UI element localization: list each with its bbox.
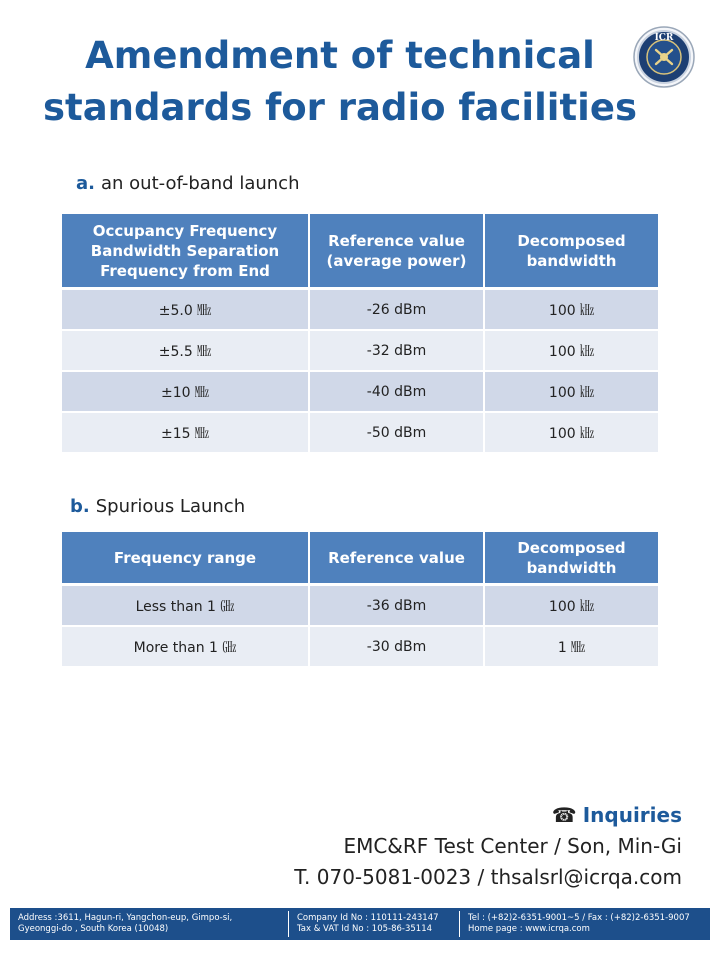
column-header: Occupancy Frequency Bandwidth Separation Frequency from End [61, 214, 309, 289]
title-line-2: standards for radio facilities [43, 86, 637, 129]
column-header: Frequency range [61, 532, 309, 585]
inquiries-title: Inquiries [582, 803, 682, 827]
section-a-letter: a. [76, 173, 95, 194]
table-cell: 100 ㎑ [484, 412, 659, 453]
column-header: Decomposed bandwidth [484, 532, 659, 585]
column-header: Reference value (average power) [309, 214, 484, 289]
table-row [61, 412, 659, 453]
table-cell: 100 ㎑ [484, 371, 659, 412]
table-cell: 1 ㎒ [484, 626, 659, 667]
table-cell: ±5.5 ㎒ [61, 330, 309, 371]
footer-company-id: Company Id No : 110111-243147 [297, 913, 439, 923]
contact-name: EMC&RF Test Center / Son, Min-Gi [343, 834, 682, 858]
table-row [61, 626, 659, 667]
table-cell: 100 ㎑ [484, 585, 659, 627]
section-a-label [76, 173, 299, 194]
icr-logo [631, 26, 697, 88]
footer-company-ids [288, 911, 459, 937]
title-line-1: Amendment of technical [85, 34, 595, 77]
inquiries-block [294, 800, 682, 893]
table-row [61, 585, 659, 627]
table-cell: 100 ㎑ [484, 330, 659, 371]
section-b-label [70, 496, 245, 517]
section-a-text: an out-of-band launch [100, 173, 300, 194]
table-row [61, 371, 659, 412]
table-cell: -50 dBm [309, 412, 484, 453]
footer-tel-fax: Tel : (+82)2-6351-9001~5 / Fax : (+82)2-6351-9007 [468, 913, 690, 923]
table-cell: -40 dBm [309, 371, 484, 412]
table-row [61, 330, 659, 371]
table-cell: ±15 ㎒ [61, 412, 309, 453]
footer-tax-id: Tax & VAT Id No : 105-86-35114 [297, 924, 433, 934]
section-b-text: Spurious Launch [95, 496, 246, 517]
footer-address-line-2: Gyeonggi-do , South Korea (10048) [18, 924, 169, 934]
spurious-table [60, 532, 660, 668]
contact-phone-email[interactable]: T. 070-5081-0023 / thsalsrl@icrqa.com [294, 865, 682, 889]
page-title [40, 30, 640, 134]
table-cell: -36 dBm [309, 585, 484, 627]
column-header: Reference value [309, 532, 484, 585]
table-cell: -30 dBm [309, 626, 484, 667]
table-header-row [61, 214, 659, 289]
table-cell: ±10 ㎒ [61, 371, 309, 412]
footer-homepage-link[interactable]: Home page : www.icrqa.com [468, 924, 590, 934]
footer-contact [459, 911, 710, 937]
table-cell: ±5.0 ㎒ [61, 289, 309, 331]
phone-icon: ☎ [551, 803, 577, 827]
inquiries-heading [294, 800, 682, 831]
footer-address [10, 911, 288, 937]
table-cell: 100 ㎑ [484, 289, 659, 331]
table-cell: Less than 1 ㎓ [61, 585, 309, 627]
table-cell: More than 1 ㎓ [61, 626, 309, 667]
seal-emblem-icon [631, 26, 697, 88]
footer-address-line-1: Address :3611, Hagun-ri, Yangchon-eup, Gimpo-si, [18, 913, 233, 923]
table-cell: -26 dBm [309, 289, 484, 331]
table-row [61, 289, 659, 331]
table-cell: -32 dBm [309, 330, 484, 371]
logo-text: ICR [654, 33, 674, 43]
out-of-band-table [60, 214, 660, 454]
section-b-letter: b. [70, 496, 90, 517]
footer-bar [10, 908, 710, 940]
column-header: Decomposed bandwidth [484, 214, 659, 289]
table-header-row [61, 532, 659, 585]
